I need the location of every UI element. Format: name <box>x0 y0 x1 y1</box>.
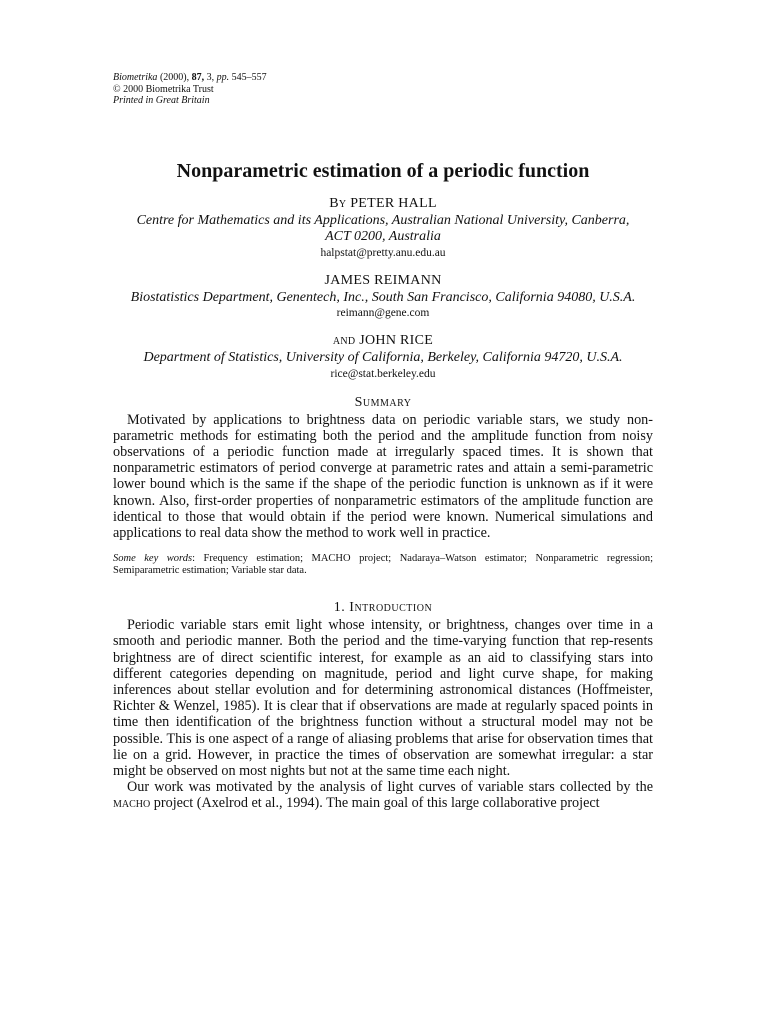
introduction-paragraph-2 <box>113 779 653 811</box>
introduction-heading: 1. Introduction <box>333 600 433 616</box>
citation-line <box>113 72 653 84</box>
paper-title: Nonparametric estimation of a periodic function <box>176 159 590 182</box>
paragraph-text: project (Axelrod et al., 1994). The main goal of this large collaborative project <box>153 795 600 812</box>
paragraph-text: Our work was motivated by the analysis of light curves of variable stars collected by the <box>127 779 653 796</box>
journal-name: Biometrika <box>113 72 158 83</box>
journal-issue: 3, <box>206 72 215 83</box>
journal-pages: 545–557 <box>231 72 267 83</box>
pages-label: pp. <box>216 72 230 83</box>
macho-term: macho <box>113 795 151 812</box>
introduction-paragraph-1: Periodic variable stars emit light whose intensity, or brightness, changes over time in a smooth and periodic manner. Both the period and the time-varying function that rep-resents brightness are of direct scientific interest, for example as an aid to classifying stars into different categories depending on magnitude, period and light curve shape, for making inferences about stellar evolution and for determining astronomical distances (Hoffmeister, Richter & Wenzel, 1985). It is clear that if observations are made at regularly spaced points in time then identification of the brightness function without a structural model may not be possible. This is one aspect of a range of aliasing problems that arise for observation times that lie on a grid. However, in practice the times of observation are somewhat irregular: a star might be observed on most nights but not at the same time each night. <box>113 617 653 779</box>
journal-year: (2000), <box>159 72 190 83</box>
author-block-reimann <box>113 272 653 322</box>
author-name: JAMES REIMANN <box>324 272 442 288</box>
copyright-line: © 2000 Biometrika Trust <box>113 83 214 95</box>
author-line <box>113 195 653 213</box>
author-email: rice@stat.berkeley.edu <box>330 367 436 380</box>
author-email: halpstat@pretty.anu.edu.au <box>320 246 446 259</box>
author-line <box>113 332 653 350</box>
summary-paragraph: Motivated by applications to brightness data on periodic variable stars, we study non-parametric methods for estimating both the period and the amplitude function from noisy observations of a periodic function made at irregularly spaced times. It is shown that nonparametric estimators of period converge at parametric rates and attain a semi-parametric lower bound which is the same if the shape of the periodic function is unknown as if it were known. Also, first-order properties of nonparametric estimators of the amplitude function are identical to those that would obtain if the period were known. Numerical simulations and applications to real data show the method to work well in practice. <box>113 411 653 541</box>
author-block-hall <box>113 195 653 261</box>
key-words <box>113 553 653 577</box>
printed-line: Printed in Great Britain <box>113 95 210 106</box>
summary-heading: Summary <box>354 394 412 410</box>
journal-volume: 87, <box>191 72 205 83</box>
affiliation-line: Centre for Mathematics and its Applications, Australian National University, Canberra, <box>136 212 630 228</box>
author-email: reimann@gene.com <box>336 307 430 319</box>
affiliation-line: ACT 0200, Australia <box>325 229 441 244</box>
author-affiliation: Biostatistics Department, Genentech, Inc., South San Francisco, California 94080, U.S.A. <box>130 289 636 305</box>
author-prefix: By <box>329 195 347 211</box>
journal-header <box>113 72 653 107</box>
author-affiliation: Department of Statistics, University of California, Berkeley, California 94720, U.S.A. <box>143 350 623 365</box>
key-words-label: Some key words <box>113 553 193 565</box>
author-affiliation <box>113 213 653 246</box>
author-name: PETER HALL <box>350 195 437 211</box>
author-block-rice <box>113 332 653 382</box>
author-prefix: and <box>332 333 356 348</box>
author-name: JOHN RICE <box>359 333 434 348</box>
key-words-text: : Frequency estimation; MACHO project; Nadaraya–Watson estimator; Nonparametric regression; Semiparametric estimation; Variable star data. <box>113 553 653 577</box>
